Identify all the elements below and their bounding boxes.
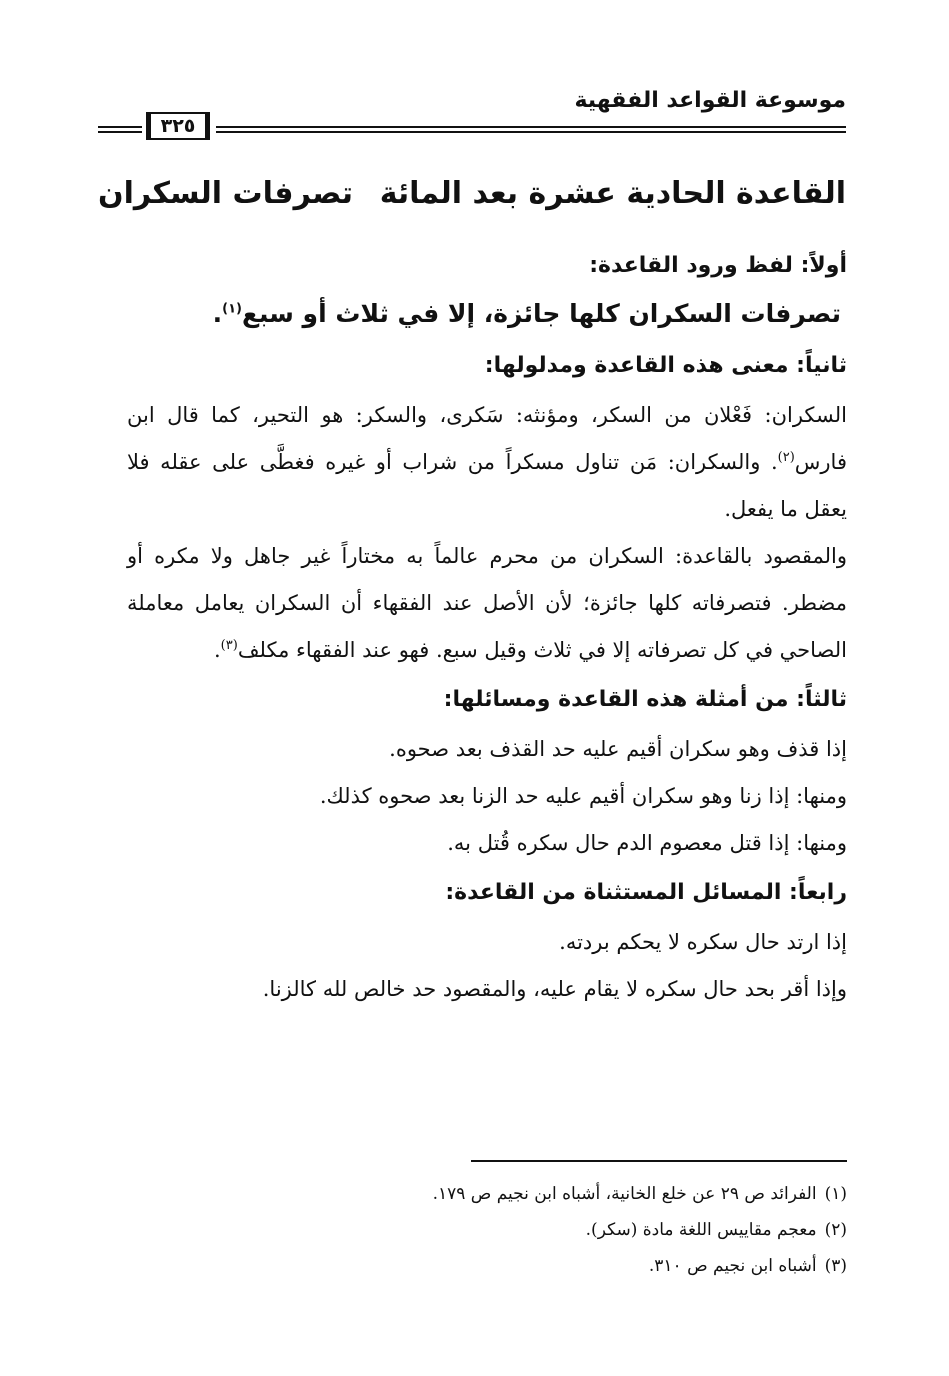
paragraph-meaning xyxy=(127,533,847,674)
rule-statement-text: تصرفات السكران كلها جائزة، إلا في ثلاث أو سبع xyxy=(241,299,841,328)
section-heading-first: أولاً: لفظ ورود القاعدة: xyxy=(589,253,847,278)
section-heading-second: ثانياً: معنى هذه القاعدة ومدلولها: xyxy=(484,353,847,378)
rule-title: تصرفات السكران xyxy=(98,176,354,211)
rule-heading xyxy=(98,176,846,226)
footnote-text: أشباه ابن نجيم ص ٣١٠. xyxy=(648,1256,817,1276)
header-rule-left xyxy=(98,126,142,133)
header-rule xyxy=(216,126,846,133)
paragraph-meaning-b: . xyxy=(213,638,221,662)
footnote-ref-1: (١) xyxy=(222,301,242,317)
rule-number: القاعدة الحادية عشرة بعد المائة xyxy=(379,176,846,211)
footnotes xyxy=(127,1176,847,1284)
footnote xyxy=(127,1248,847,1284)
footnote-text: معجم مقاييس اللغة مادة (سكر). xyxy=(585,1220,817,1240)
paragraph-definition-a: السكران: فَعْلان من السكر، ومؤنثه: سَكرى، والسكر: هو التحير، كما قال ابن فارس xyxy=(127,403,847,474)
section-heading-third: ثالثاً: من أمثلة هذه القاعدة ومسائلها: xyxy=(443,687,847,712)
paragraph-meaning-a: والمقصود بالقاعدة: السكران من محرم عالماً به مختاراً غير جاهل ولا مكره أو مضطر. فتصرفاته كلها جائزة؛ لأن الأصل عند الفقهاء أن السكران يعامل معاملة الصاحي في كل تصرفاته إلا في ثلاث وقيل سبع. فهو عند الفقهاء مكلف xyxy=(127,544,847,662)
footnote-number: (١) xyxy=(824,1184,847,1204)
exception-line: وإذا أقر بحد حال سكره لا يقام عليه، والمقصود حد خالص لله كالزنا. xyxy=(262,977,847,1001)
rule-statement xyxy=(127,290,841,338)
exception-line: إذا ارتد حال سكره لا يحكم بردته. xyxy=(559,930,847,954)
book-title: موسوعة القواعد الفقهية xyxy=(574,88,846,113)
page-body xyxy=(127,246,847,1013)
paragraph-definition xyxy=(127,392,847,533)
footnote xyxy=(127,1176,847,1212)
page-number: ٣٢٥ xyxy=(146,112,210,140)
example-line: إذا قذف وهو سكران أقيم عليه حد القذف بعد صحوه. xyxy=(389,737,847,761)
footnote-number: (٢) xyxy=(824,1220,847,1240)
footnote-ref-2: (٢) xyxy=(777,450,795,465)
footnote-ref-3: (٣) xyxy=(220,638,238,653)
footnote-divider xyxy=(471,1160,847,1162)
example-line: ومنها: إذا زنا وهو سكران أقيم عليه حد الزنا بعد صحوه كذلك. xyxy=(319,784,847,808)
footnote xyxy=(127,1212,847,1248)
running-header xyxy=(98,82,846,142)
footnote-number: (٣) xyxy=(824,1256,847,1276)
section-heading-fourth: رابعاً: المسائل المستثناة من القاعدة: xyxy=(445,880,847,905)
example-line: ومنها: إذا قتل معصوم الدم حال سكره قُتل به. xyxy=(447,831,847,855)
footnote-text: الفرائد ص ٢٩ عن خلع الخانية، أشباه ابن نجيم ص ١٧٩. xyxy=(432,1184,817,1204)
rule-statement-end: . xyxy=(212,299,223,328)
paragraph-definition-b: . والسكران: مَن تناول مسكراً من شراب أو غيره فغطَّى على عقله فلا يعقل ما يفعل. xyxy=(127,450,847,521)
